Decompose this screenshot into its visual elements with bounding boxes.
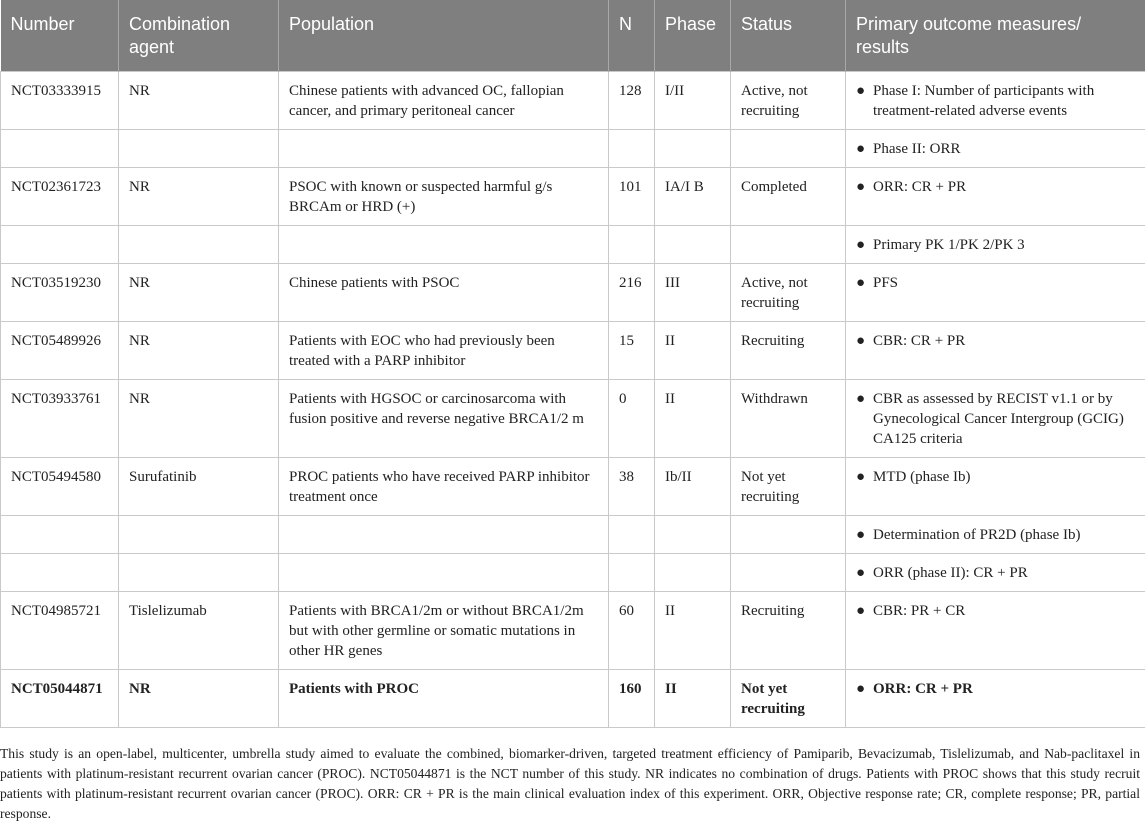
outcome-bullet-item	[856, 235, 1135, 255]
table-row	[1, 592, 1145, 670]
outcome-cell	[846, 516, 1145, 554]
outcome-bullet-item	[856, 177, 1135, 197]
sample-size-cell	[609, 130, 655, 168]
status-cell: Recruiting	[731, 322, 846, 380]
bullet-icon: ●	[856, 527, 866, 543]
bullet-icon: ●	[856, 603, 866, 619]
table-row	[1, 72, 1145, 130]
header-row	[1, 0, 1145, 72]
bullet-icon: ●	[856, 391, 866, 407]
phase-cell: II	[655, 670, 731, 728]
trial-number-cell	[1, 130, 119, 168]
outcome-bullet-item	[856, 525, 1135, 545]
bullet-icon: ●	[856, 179, 866, 195]
bullet-icon: ●	[856, 83, 866, 99]
outcome-text: CBR as assessed by RECIST v1.1 or by Gynecological Cancer Intergroup (GCIG) CA125 criteria	[873, 391, 1124, 447]
combination-agent-cell: NR	[119, 264, 279, 322]
bullet-icon: ●	[856, 275, 866, 291]
header-status: Status	[731, 0, 846, 72]
outcome-cell	[846, 380, 1145, 458]
outcome-bullet-item	[856, 679, 1135, 699]
population-cell: Chinese patients with advanced OC, fallopian cancer, and primary peritoneal cancer	[279, 72, 609, 130]
table-row	[1, 670, 1145, 728]
phase-cell	[655, 226, 731, 264]
phase-cell	[655, 516, 731, 554]
table-row	[1, 516, 1145, 554]
outcome-text: ORR (phase II): CR + PR	[873, 565, 1028, 581]
outcome-text: CBR: PR + CR	[873, 603, 966, 619]
sample-size-cell: 38	[609, 458, 655, 516]
sample-size-cell: 15	[609, 322, 655, 380]
phase-cell: I/II	[655, 72, 731, 130]
status-cell	[731, 130, 846, 168]
population-cell: Patients with HGSOC or carcinosarcoma with fusion positive and reverse negative BRCA1/2 m	[279, 380, 609, 458]
combination-agent-cell	[119, 516, 279, 554]
combination-agent-cell: NR	[119, 322, 279, 380]
outcome-text: PFS	[873, 275, 899, 291]
combination-agent-cell: NR	[119, 380, 279, 458]
table-row	[1, 554, 1145, 592]
trial-number-cell: NCT03333915	[1, 72, 119, 130]
table-footnote: This study is an open-label, multicenter, umbrella study aimed to evaluate the combined, biomarker-driven, targeted treatment efficiency of Pamiparib, Bevacizumab, Tislelizumab, and Nab-paclitaxel in patients with platinum-resistant recurrent ovarian cancer (PROC). NCT05044871 is the NCT number of this study. NR indicates no combination of drugs. Patients with PROC shows that this study recruit patients with platinum-resistant recurrent ovarian cancer (PROC). ORR: CR + PR is the main clinical evaluation index of this experiment. ORR, Objective response rate; CR, complete response; PR, partial response.	[0, 746, 1140, 821]
outcome-cell	[846, 72, 1145, 130]
outcome-text: Primary PK 1/PK 2/PK 3	[873, 237, 1025, 253]
population-cell: Chinese patients with PSOC	[279, 264, 609, 322]
bullet-icon: ●	[856, 565, 866, 581]
outcome-cell	[846, 554, 1145, 592]
phase-cell: II	[655, 322, 731, 380]
population-cell: PROC patients who have received PARP inhibitor treatment once	[279, 458, 609, 516]
trial-number-cell: NCT03519230	[1, 264, 119, 322]
header-number: Number	[1, 0, 119, 72]
outcome-bullet-item	[856, 563, 1135, 583]
population-cell: PSOC with known or suspected harmful g/s BRCAm or HRD (+)	[279, 168, 609, 226]
trial-number-cell: NCT03933761	[1, 380, 119, 458]
outcome-text: ORR: CR + PR	[873, 681, 973, 697]
table-row	[1, 226, 1145, 264]
outcome-bullet-item	[856, 139, 1135, 159]
outcome-bullet-item	[856, 601, 1135, 621]
combination-agent-cell: NR	[119, 670, 279, 728]
population-cell: Patients with BRCA1/2m or without BRCA1/2m but with other germline or somatic mutations in other HR genes	[279, 592, 609, 670]
trial-number-cell: NCT05489926	[1, 322, 119, 380]
outcome-bullet-item	[856, 273, 1135, 293]
outcome-cell	[846, 322, 1145, 380]
outcome-cell	[846, 130, 1145, 168]
trial-number-cell: NCT05494580	[1, 458, 119, 516]
header-population: Population	[279, 0, 609, 72]
phase-cell	[655, 554, 731, 592]
phase-cell: IA/I B	[655, 168, 731, 226]
outcome-cell	[846, 592, 1145, 670]
bullet-icon: ●	[856, 237, 866, 253]
table-row	[1, 380, 1145, 458]
sample-size-cell: 0	[609, 380, 655, 458]
population-cell: Patients with PROC	[279, 670, 609, 728]
outcome-text: CBR: CR + PR	[873, 333, 966, 349]
population-cell	[279, 226, 609, 264]
bullet-icon: ●	[856, 681, 866, 697]
phase-cell	[655, 130, 731, 168]
combination-agent-cell: Tislelizumab	[119, 592, 279, 670]
status-cell: Withdrawn	[731, 380, 846, 458]
header-combination-agent: Combination agent	[119, 0, 279, 72]
table-body	[1, 72, 1145, 728]
phase-cell: Ib/II	[655, 458, 731, 516]
sample-size-cell: 160	[609, 670, 655, 728]
outcome-bullet-item	[856, 331, 1135, 351]
phase-cell: II	[655, 380, 731, 458]
outcome-cell	[846, 264, 1145, 322]
population-cell	[279, 554, 609, 592]
bullet-icon: ●	[856, 141, 866, 157]
phase-cell: III	[655, 264, 731, 322]
bullet-icon: ●	[856, 333, 866, 349]
phase-cell: II	[655, 592, 731, 670]
status-cell: Active, not recruiting	[731, 72, 846, 130]
sample-size-cell	[609, 554, 655, 592]
outcome-bullet-item	[856, 389, 1135, 449]
status-cell	[731, 554, 846, 592]
sample-size-cell: 216	[609, 264, 655, 322]
population-cell: Patients with EOC who had previously been treated with a PARP inhibitor	[279, 322, 609, 380]
sample-size-cell: 101	[609, 168, 655, 226]
header-primary-outcome: Primary outcome measures/ results	[846, 0, 1145, 72]
table-row	[1, 458, 1145, 516]
outcome-text: Phase I: Number of participants with treatment-related adverse events	[873, 83, 1095, 119]
outcome-text: Phase II: ORR	[873, 141, 961, 157]
population-cell	[279, 516, 609, 554]
population-cell	[279, 130, 609, 168]
outcome-cell	[846, 670, 1145, 728]
status-cell: Completed	[731, 168, 846, 226]
sample-size-cell: 60	[609, 592, 655, 670]
combination-agent-cell	[119, 554, 279, 592]
trial-number-cell	[1, 516, 119, 554]
status-cell: Not yet recruiting	[731, 458, 846, 516]
outcome-bullet-item	[856, 81, 1135, 121]
outcome-cell	[846, 168, 1145, 226]
outcome-text: Determination of PR2D (phase Ib)	[873, 527, 1081, 543]
header-phase: Phase	[655, 0, 731, 72]
trial-number-cell: NCT05044871	[1, 670, 119, 728]
table-row	[1, 168, 1145, 226]
table-row	[1, 322, 1145, 380]
status-cell	[731, 516, 846, 554]
table-row	[1, 130, 1145, 168]
outcome-bullet-item	[856, 467, 1135, 487]
status-cell: Active, not recruiting	[731, 264, 846, 322]
status-cell	[731, 226, 846, 264]
combination-agent-cell: NR	[119, 72, 279, 130]
bullet-icon: ●	[856, 469, 866, 485]
trial-number-cell	[1, 554, 119, 592]
status-cell: Not yet recruiting	[731, 670, 846, 728]
sample-size-cell	[609, 226, 655, 264]
trial-number-cell: NCT02361723	[1, 168, 119, 226]
table-header	[1, 0, 1145, 72]
combination-agent-cell: Surufatinib	[119, 458, 279, 516]
table-row	[1, 264, 1145, 322]
combination-agent-cell: NR	[119, 168, 279, 226]
trial-number-cell: NCT04985721	[1, 592, 119, 670]
outcome-text: ORR: CR + PR	[873, 179, 967, 195]
combination-agent-cell	[119, 226, 279, 264]
sample-size-cell	[609, 516, 655, 554]
sample-size-cell: 128	[609, 72, 655, 130]
combination-agent-cell	[119, 130, 279, 168]
status-cell: Recruiting	[731, 592, 846, 670]
outcome-text: MTD (phase Ib)	[873, 469, 971, 485]
trial-number-cell	[1, 226, 119, 264]
outcome-cell	[846, 458, 1145, 516]
outcome-cell	[846, 226, 1145, 264]
header-n: N	[609, 0, 655, 72]
